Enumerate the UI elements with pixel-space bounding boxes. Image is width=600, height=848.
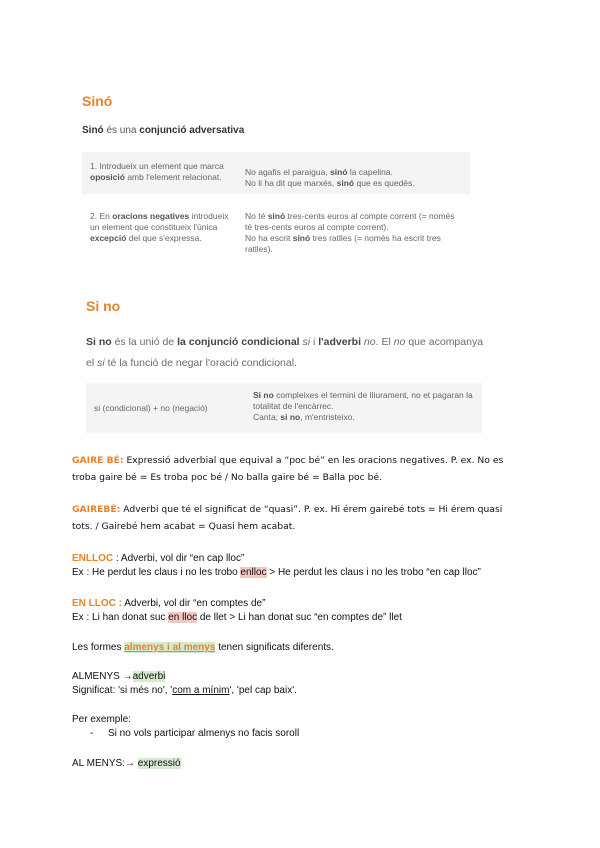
com-a-minim-link[interactable]: com a mínim (172, 685, 230, 696)
list-item: Si no vols participar almenys no facis soroll (108, 728, 300, 739)
si-no-table-right: Si no compleixes el termini de lliurament, no et pagaran la totalitat de l'encàrrec. Canta; si no, m'entristeixo. (253, 390, 473, 422)
al-menys-tag: expressió (137, 758, 181, 769)
si-no-table-left: si (condicional) + no (negació) (94, 403, 208, 413)
al-menys-term: AL MENYS:→ (72, 758, 138, 769)
gaire-be-term: GAIRE BÉ: (72, 455, 124, 466)
si-no-paragraph: Si no és la unió de la conjunció condicional si i l'adverbi no. El no que acompanya el si té la funció de negar l'oració condicional. (86, 336, 484, 369)
sino-row2-left: 2. En oracions negatives introdueix un element que constitueix l'única excepció del que s'expressa. (90, 211, 229, 243)
sino-row2-right: No té sinó tres-cents euros al compte corrent (= només té tres-cents euros al compte corrent). No ha escrit sinó tres ratlles (= només ha escrit tres ratlles). (245, 211, 455, 254)
list-bullet: - (90, 728, 94, 739)
gaire-be-entry: GAIRE BÉ: Expressió adverbial que equival a “poc bé” en les oracions negatives. P. ex. No es troba gaire bé = Es troba poc bé / No balla gaire bé = Balla poc bé. (72, 455, 504, 483)
sino-subtitle: Sinó és una conjunció adversativa (82, 125, 245, 136)
formes-line: Les formes almenys i al menys tenen significats diferents. (72, 642, 334, 653)
enlloc-highlight: enlloc (240, 567, 267, 578)
al-menys-entry (72, 757, 572, 771)
almenys-link[interactable]: almenys i al menys (124, 642, 216, 653)
sino-table-row-2 (82, 204, 470, 264)
gairebe-term: GAIREBÉ: (72, 504, 121, 515)
sino-table-row-1 (82, 152, 470, 194)
section-title-si-no: Si no (86, 298, 121, 314)
gairebe-entry: GAIREBÉ: Adverbi que té el significat de “quasi”. P. ex. Hi érem gairebé tots = Hi érem quasi tots. / Gairebé hem acabat = Quasi hem acabat. (72, 504, 503, 532)
almenys-tag: adverbi (132, 671, 166, 682)
sino-row1-left: 1. Introdueix un element que marca oposició amb l'element relacionat. (90, 161, 224, 182)
section-title-sino: Sinó (82, 93, 113, 109)
almenys-entry: ALMENYS →adverbi Significat: 'si més no', 'com a mínim', 'pel cap baix'. (72, 671, 297, 696)
almenys-example: Per exemple: - Si no vols participar almenys no facis soroll (72, 714, 300, 739)
en-lloc-highlight: en lloc (168, 612, 198, 623)
enlloc-entry: ENLLOC : Adverbi, vol dir “en cap lloc” Ex : He perdut les claus i no les trobo enlloc > He perdut les claus i no les trobo “en cap lloc” (72, 553, 481, 578)
almenys-term: ALMENYS → (72, 671, 133, 682)
si-no-table (86, 383, 482, 433)
sino-row1-right: No agafis el paraigua, sinó la capelina. No li ha dit que marxés, sinó que es quedés. (245, 167, 415, 188)
en-lloc-entry: EN LLOC : Adverbi, vol dir “en comptes de” Ex : Li han donat suc en lloc de llet > Li han donat suc “en comptes de” llet (72, 598, 402, 623)
en-lloc-term: EN LLOC : (72, 598, 122, 609)
enlloc-term: ENLLOC (72, 553, 114, 564)
